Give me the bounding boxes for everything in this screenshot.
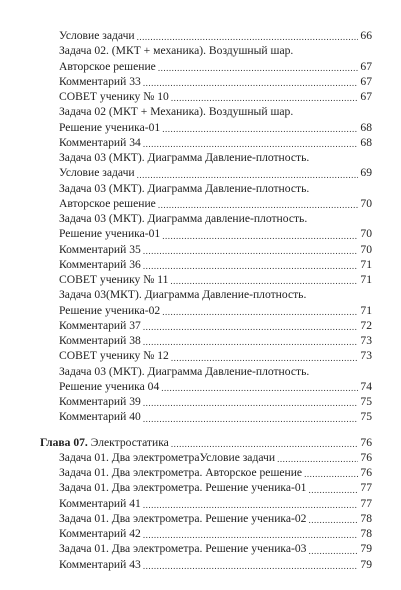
page-number: 72	[360, 318, 372, 332]
entry-title: Комментарий 42	[59, 527, 141, 540]
leader-dots	[143, 246, 358, 257]
toc-entry[interactable]	[0, 150, 401, 165]
page-number: 79	[360, 557, 372, 571]
leader-dots	[143, 500, 358, 511]
toc-entry[interactable]	[0, 303, 401, 318]
toc-entry[interactable]	[0, 181, 401, 196]
entry-title: Задача 02 (МКТ + Механика). Воздушный шар.	[59, 105, 294, 119]
page-number: 67	[360, 74, 372, 88]
entry-title: Авторское решение	[59, 196, 156, 210]
page-number: 78	[360, 511, 372, 525]
leader-dots	[308, 515, 358, 526]
toc-entry[interactable]	[0, 135, 401, 150]
toc-entry[interactable]	[0, 211, 401, 226]
toc-entry[interactable]	[0, 450, 401, 465]
page-number: 73	[360, 349, 372, 363]
page-number: 71	[360, 303, 372, 317]
toc-entry[interactable]	[0, 242, 401, 257]
entry-title: Задача 01. Два электрометраУсловие задачи	[59, 450, 276, 464]
entry-title: Комментарий 40	[59, 410, 141, 424]
toc-entry[interactable]	[0, 43, 401, 58]
entry-title: СОВЕТ ученику № 12	[59, 349, 169, 363]
entry-title: Задача 01. Два электрометра. Решение ученика-03	[59, 542, 307, 556]
leader-dots	[311, 368, 358, 379]
page-number: 70	[360, 242, 372, 256]
page-number: 69	[360, 166, 372, 180]
leader-dots	[143, 414, 358, 425]
entry-title: Комментарий 35	[59, 242, 141, 256]
toc-chapter-list	[0, 450, 401, 572]
leader-dots	[137, 32, 358, 43]
page-number: 73	[360, 334, 372, 347]
leader-dots	[158, 63, 358, 74]
leader-dots	[311, 185, 358, 196]
leader-dots	[143, 139, 358, 150]
entry-title: Комментарий 41	[59, 496, 141, 510]
toc-entry[interactable]	[0, 348, 401, 363]
entry-title: Задача 01. Два электрометра. Решение ученика-02	[59, 511, 307, 525]
table-of-contents	[0, 28, 401, 572]
page-number: 74	[360, 379, 372, 393]
toc-entry[interactable]	[0, 496, 401, 511]
leader-dots	[308, 292, 358, 303]
entry-title: Комментарий 39	[59, 395, 141, 408]
entry-title: Комментарий 34	[59, 135, 141, 149]
leader-dots	[309, 215, 358, 226]
entry-title: Комментарий 38	[59, 334, 141, 347]
entry-title: СОВЕТ ученику № 10	[59, 90, 169, 103]
entry-title: СОВЕТ ученику № 11	[59, 273, 169, 286]
page-number: 76	[360, 435, 372, 449]
leader-dots	[143, 78, 358, 89]
leader-dots	[295, 48, 358, 59]
leader-dots	[143, 530, 358, 541]
leader-dots	[143, 322, 358, 333]
toc-entry[interactable]	[0, 165, 401, 180]
page-number: 75	[360, 410, 372, 424]
leader-dots	[158, 200, 358, 211]
leader-dots	[143, 261, 358, 272]
entry-title: Решение ученика 04	[59, 379, 160, 393]
page-number: 77	[360, 481, 372, 495]
page-number: 67	[360, 90, 372, 103]
toc-entry[interactable]	[0, 272, 401, 287]
leader-dots	[162, 231, 358, 242]
leader-dots	[143, 337, 358, 348]
leader-dots	[295, 109, 358, 120]
entry-title: Задача 02. (МКТ + механика). Воздушный шар.	[59, 44, 294, 58]
toc-chapter-row[interactable]	[0, 435, 401, 450]
toc-entry[interactable]	[0, 465, 401, 480]
page-number: 78	[360, 527, 372, 540]
leader-dots	[171, 93, 358, 104]
toc-entry[interactable]	[0, 364, 401, 379]
entry-title: Решение ученика-01	[59, 120, 161, 134]
page-number: 67	[360, 59, 372, 73]
chapter-label: Глава 07.	[40, 435, 88, 449]
page-number: 76	[360, 450, 372, 464]
page-number: 70	[360, 196, 372, 210]
toc-entry[interactable]	[0, 333, 401, 348]
toc-entry[interactable]	[0, 257, 401, 272]
page-number: 79	[360, 542, 372, 556]
entry-title: Задача 03 (МКТ). Диаграмма Давление-плотность.	[59, 151, 310, 164]
entry-title: Задача 03 (МКТ). Диаграмма Давление-плотность.	[59, 364, 310, 378]
chapter-heading	[40, 435, 169, 450]
leader-dots	[311, 154, 358, 165]
page-number: 70	[360, 227, 372, 241]
toc-entry[interactable]	[0, 409, 401, 424]
leader-dots	[137, 170, 358, 181]
toc-entry[interactable]	[0, 28, 401, 43]
leader-dots	[162, 124, 358, 135]
leader-dots	[161, 383, 358, 394]
entry-title: Условие задачи	[59, 29, 135, 42]
toc-entry[interactable]	[0, 104, 401, 119]
entry-title: Задача 01. Два электрометра. Решение ученика-01	[59, 481, 307, 495]
page-number: 76	[360, 466, 372, 479]
page-number: 71	[360, 257, 372, 271]
toc-entry[interactable]	[0, 394, 401, 409]
leader-dots	[171, 439, 358, 450]
toc-entry[interactable]	[0, 480, 401, 495]
leader-dots	[277, 454, 358, 465]
toc-entry[interactable]	[0, 196, 401, 211]
entry-title: Решение ученика-01	[59, 227, 161, 241]
entry-title: Комментарий 36	[59, 257, 141, 271]
leader-dots	[162, 307, 358, 318]
toc-entry[interactable]	[0, 287, 401, 302]
page-number: 68	[360, 120, 372, 134]
toc-entry[interactable]	[0, 379, 401, 394]
leader-dots	[143, 398, 358, 409]
toc-entry[interactable]	[0, 511, 401, 526]
toc-entry[interactable]	[0, 89, 401, 104]
page-number: 68	[360, 135, 372, 149]
entry-title: Задача 03 (МКТ). Диаграмма давление-плотность.	[59, 212, 308, 225]
leader-dots	[170, 276, 358, 287]
leader-dots	[308, 485, 358, 496]
page-number: 77	[360, 496, 372, 510]
toc-entry[interactable]	[0, 557, 401, 572]
leader-dots	[308, 546, 358, 557]
entry-title: Авторское решение	[59, 59, 156, 73]
toc-entry[interactable]	[0, 120, 401, 135]
toc-entry[interactable]	[0, 541, 401, 556]
toc-section-list	[0, 28, 401, 425]
toc-entry[interactable]	[0, 526, 401, 541]
toc-entry[interactable]	[0, 226, 401, 241]
leader-dots	[143, 561, 358, 572]
entry-title: Условие задачи	[59, 166, 135, 180]
entry-title: Решение ученика-02	[59, 303, 161, 317]
entry-title: Задача 03 (МКТ). Диаграмма Давление-плотность.	[59, 181, 310, 195]
entry-title: Задача 01. Два электрометра. Авторское решение	[59, 466, 303, 479]
toc-entry[interactable]	[0, 74, 401, 89]
entry-title: Комментарий 33	[59, 74, 141, 88]
page-number: 71	[360, 273, 372, 286]
entry-title: Комментарий 43	[59, 557, 141, 571]
page-number: 66	[360, 29, 372, 42]
entry-title: Задача 03(МКТ). Диаграмма Давление-плотность.	[59, 288, 307, 302]
leader-dots	[304, 469, 358, 480]
entry-title: Комментарий 37	[59, 318, 141, 332]
page-number: 75	[360, 395, 372, 408]
leader-dots	[171, 353, 358, 364]
chapter-title: Электростатика	[90, 435, 169, 449]
toc-entry[interactable]	[0, 318, 401, 333]
toc-entry[interactable]	[0, 59, 401, 74]
